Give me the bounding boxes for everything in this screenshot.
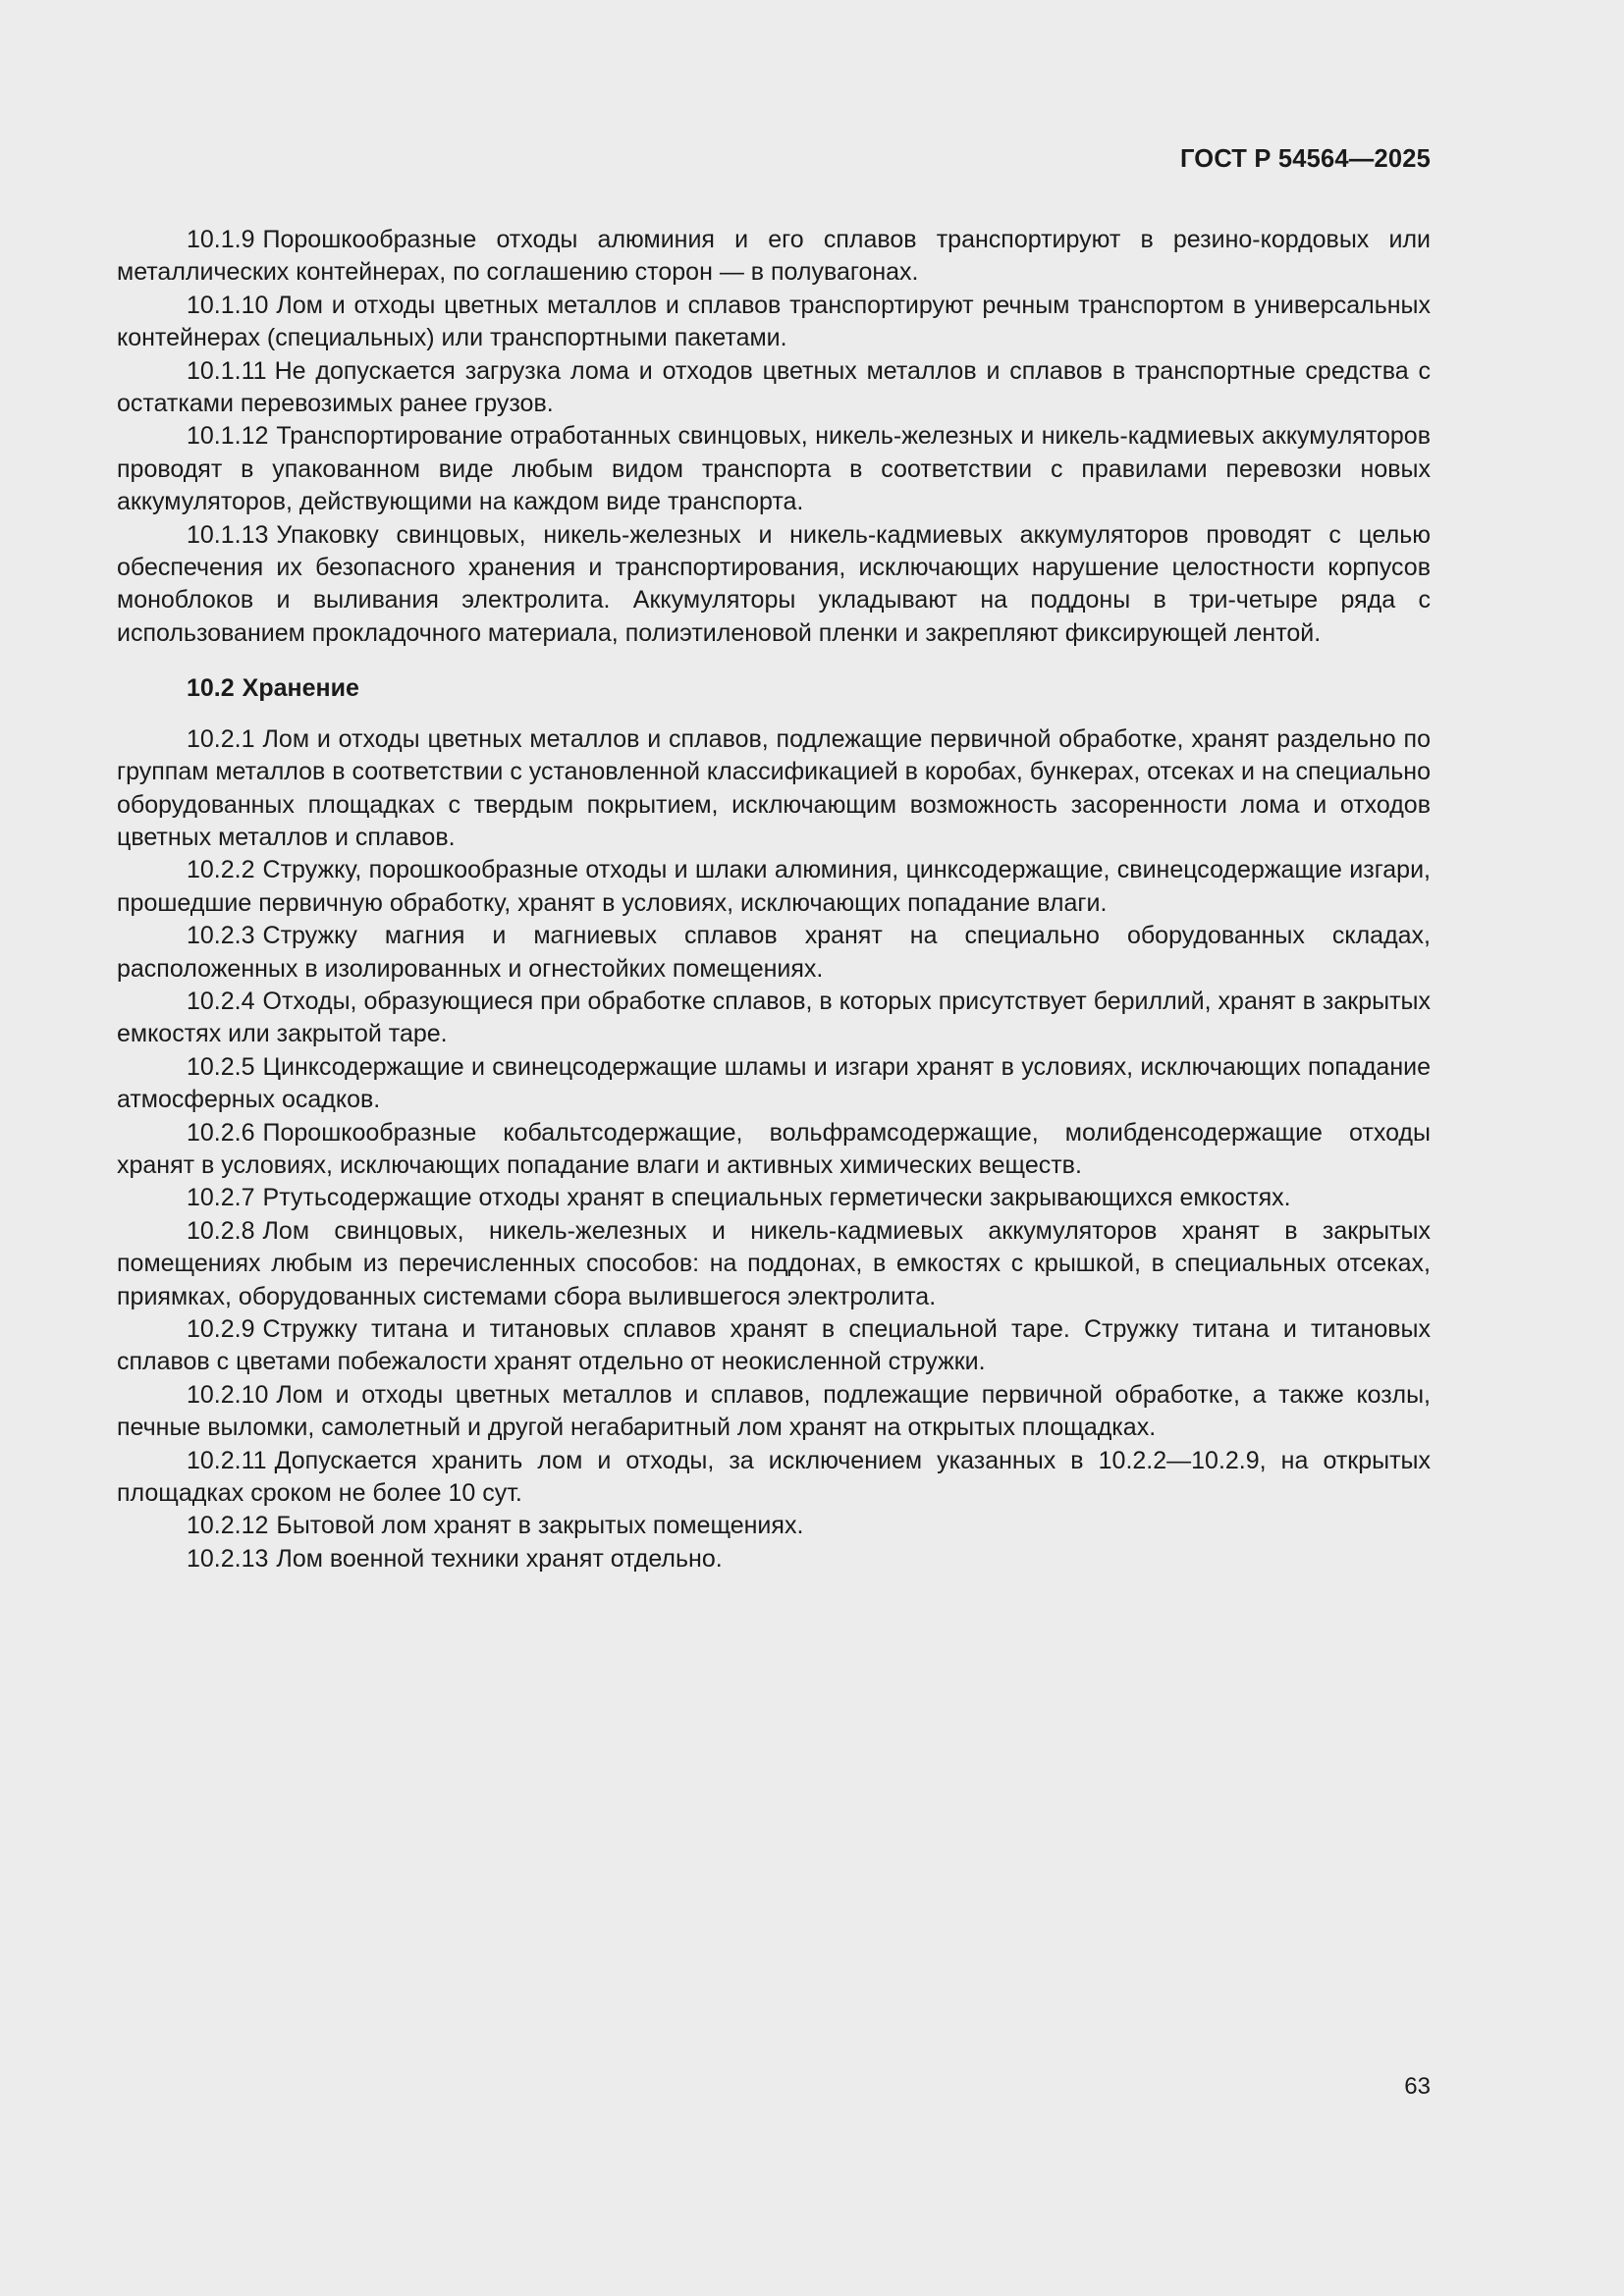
paragraph-number: 10.2.8 bbox=[187, 1216, 255, 1245]
paragraph-number: 10.2.5 bbox=[187, 1052, 255, 1081]
paragraph-text: Лом и отходы цветных металлов и сплавов, подлежащие первичной обработке, а также козлы, печные выломки, самолетный и другой негабаритный лом хранят на открытых площадках. bbox=[117, 1380, 1431, 1442]
paragraph-10-2-8 bbox=[117, 1215, 1431, 1313]
section-heading-10-2 bbox=[117, 672, 1431, 705]
paragraph-text: Бытовой лом хранят в закрытых помещениях. bbox=[276, 1512, 804, 1540]
paragraph-10-2-6 bbox=[117, 1117, 1431, 1183]
paragraph-text: Цинксодержащие и свинецсодержащие шламы и изгари хранят в условиях, исключающих попадание атмосферных осадков. bbox=[117, 1052, 1431, 1114]
paragraph-10-2-7 bbox=[117, 1182, 1431, 1214]
paragraph-10-1-13 bbox=[117, 519, 1431, 651]
paragraph-10-1-11 bbox=[117, 355, 1431, 421]
paragraph-number: 10.2.11 bbox=[187, 1446, 267, 1474]
document-header-id: ГОСТ Р 54564—2025 bbox=[1179, 145, 1431, 173]
paragraph-number: 10.2.4 bbox=[187, 987, 255, 1015]
paragraph-number: 10.2.6 bbox=[187, 1118, 255, 1147]
paragraph-number: 10.2.10 bbox=[187, 1380, 269, 1409]
paragraph-text: Порошкообразные отходы алюминия и его сплавов транспортируют в резино-кордовых или металлических контейнерах, по соглашению сторон — в полувагонах. bbox=[117, 226, 1431, 287]
paragraph-text: Лом и отходы цветных металлов и сплавов транспортируют речным транспортом в универсальных контейнерах (специальных) или транспортными пакетами. bbox=[117, 291, 1431, 352]
paragraph-number: 10.1.11 bbox=[187, 356, 267, 385]
paragraph-10-1-9 bbox=[117, 224, 1431, 290]
paragraph-10-2-9 bbox=[117, 1313, 1431, 1379]
paragraph-10-1-12 bbox=[117, 420, 1431, 518]
paragraph-10-2-12 bbox=[117, 1510, 1431, 1542]
paragraph-10-2-10 bbox=[117, 1379, 1431, 1445]
paragraph-number: 10.2.1 bbox=[187, 724, 255, 753]
paragraph-number: 10.2.12 bbox=[187, 1512, 269, 1540]
paragraph-text: Не допускается загрузка лома и отходов цветных металлов и сплавов в транспортные средства с остатками перевозимых ранее грузов. bbox=[117, 356, 1431, 418]
paragraph-text: Лом и отходы цветных металлов и сплавов, подлежащие первичной обработке, хранят раздельно по группам металлов в соответствии с установленной классификацией в коробах, бункерах, отсеках и на специально оборудованных площадках с твердым покрытием, исключающим возможность засоренности лома и отходов цветных металлов и сплавов. bbox=[117, 724, 1431, 851]
paragraph-text: Транспортирование отработанных свинцовых, никель-железных и никель-кадмиевых аккумуляторов проводят в упакованном виде любым видом транспорта в соответствии с правилами перевозки новых аккумуляторов, действующими на каждом виде транспорта. bbox=[117, 422, 1431, 516]
paragraph-text: Отходы, образующиеся при обработке сплавов, в которых присутствует бериллий, хранят в закрытых емкостях или закрытой таре. bbox=[117, 987, 1431, 1048]
section-heading-title: Хранение bbox=[242, 674, 359, 703]
paragraph-10-2-1 bbox=[117, 723, 1431, 855]
paragraph-10-2-3 bbox=[117, 920, 1431, 986]
paragraph-number: 10.2.7 bbox=[187, 1184, 255, 1212]
paragraph-number: 10.1.9 bbox=[187, 226, 255, 253]
paragraph-text: Стружку магния и магниевых сплавов хранят на специально оборудованных складах, расположенных в изолированных и огнестойких помещениях. bbox=[117, 922, 1431, 983]
paragraph-text: Ртутьсодержащие отходы хранят в специальных герметически закрывающихся емкостях. bbox=[262, 1184, 1291, 1212]
document-body bbox=[117, 224, 1431, 1575]
paragraph-10-2-13 bbox=[117, 1543, 1431, 1575]
paragraph-10-2-2 bbox=[117, 854, 1431, 920]
page-number: 63 bbox=[1404, 2073, 1431, 2100]
paragraph-number: 10.1.10 bbox=[187, 291, 269, 319]
paragraph-number: 10.2.13 bbox=[187, 1544, 269, 1573]
paragraph-text: Стружку, порошкообразные отходы и шлаки алюминия, цинксодержащие, свинецсодержащие изгари, прошедшие первичную обработку, хранят в условиях, исключающих попадание влаги. bbox=[117, 856, 1431, 917]
paragraph-10-1-10 bbox=[117, 290, 1431, 355]
paragraph-number: 10.2.9 bbox=[187, 1315, 255, 1343]
paragraph-10-2-11 bbox=[117, 1445, 1431, 1511]
paragraph-text: Порошкообразные кобальтсодержащие, вольфрамсодержащие, молибденсодержащие отходы хранят в условиях, исключающих попадание влаги и активных химических веществ. bbox=[117, 1118, 1431, 1179]
paragraph-number: 10.1.12 bbox=[187, 422, 269, 451]
paragraph-number: 10.1.13 bbox=[187, 520, 269, 549]
paragraph-text: Стружку титана и титановых сплавов хранят в специальной таре. Стружку титана и титановых сплавов с цветами побежалости хранят отдельно от неокисленной стружки. bbox=[117, 1315, 1431, 1376]
paragraph-text: Упаковку свинцовых, никель-железных и никель-кадмиевых аккумуляторов проводят с целью обеспечения их безопасного хранения и транспортирования, исключающих нарушение целостности корпусов моноблоков и выливания электролита. Аккумуляторы укладывают на поддоны в три-четыре ряда с использованием прокладочного материала, полиэтиленовой пленки и закрепляют фиксирующей лентой. bbox=[117, 520, 1431, 647]
paragraph-text: Лом свинцовых, никель-железных и никель-кадмиевых аккумуляторов хранят в закрытых помещениях любым из перечисленных способов: на поддонах, в емкостях с крышкой, в специальных отсеках, приямках, оборудованных системами сбора вылившегося электролита. bbox=[117, 1216, 1431, 1310]
paragraph-number: 10.2.2 bbox=[187, 856, 255, 884]
paragraph-10-2-4 bbox=[117, 986, 1431, 1051]
paragraph-text: Допускается хранить лом и отходы, за исключением указанных в 10.2.2—10.2.9, на открытых площадках сроком не более 10 сут. bbox=[117, 1446, 1431, 1508]
paragraph-text: Лом военной техники хранят отдельно. bbox=[276, 1544, 723, 1573]
paragraph-10-2-5 bbox=[117, 1051, 1431, 1117]
paragraph-number: 10.2.3 bbox=[187, 922, 255, 950]
section-heading-number: 10.2 bbox=[187, 674, 235, 703]
